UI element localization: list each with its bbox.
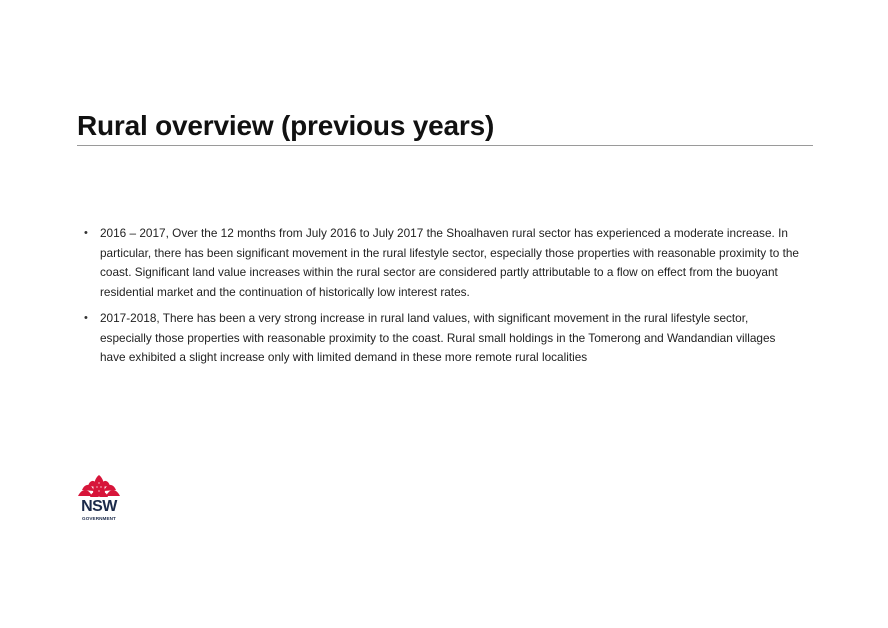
waratah-icon [76, 474, 122, 500]
bullet-item [80, 309, 800, 368]
slide-title: Rural overview (previous years) [77, 110, 495, 141]
logo-wordmark: NSW [81, 498, 117, 515]
title-divider [77, 145, 813, 146]
nsw-government-logo [76, 474, 122, 526]
bullet-icon: • [84, 312, 88, 324]
logo-subtitle: GOVERNMENT [82, 516, 116, 521]
bullet-text: 2016 – 2017, Over the 12 months from July 2016 to July 2017 the Shoalhaven rural sector has experienced a moderate increase. In particular, there has been significant movement in the rural lifestyle sector, especially those properties with reasonable proximity to the coast. Significant land value increases within the rural sector are considered partly attributable to a flow on effect from the buoyant residential market and the continuation of historically low interest rates. [100, 226, 799, 299]
bullet-list [80, 224, 800, 375]
bullet-item [80, 224, 800, 302]
bullet-text: 2017-2018, There has been a very strong increase in rural land values, with significant movement in the rural lifestyle sector, especially those properties with reasonable proximity to the coast. Rural small holdings in the Tomerong and Wandandian villages have exhibited a slight increase only with limited demand in these more remote rural localities [100, 311, 776, 364]
bullet-icon: • [84, 227, 88, 239]
